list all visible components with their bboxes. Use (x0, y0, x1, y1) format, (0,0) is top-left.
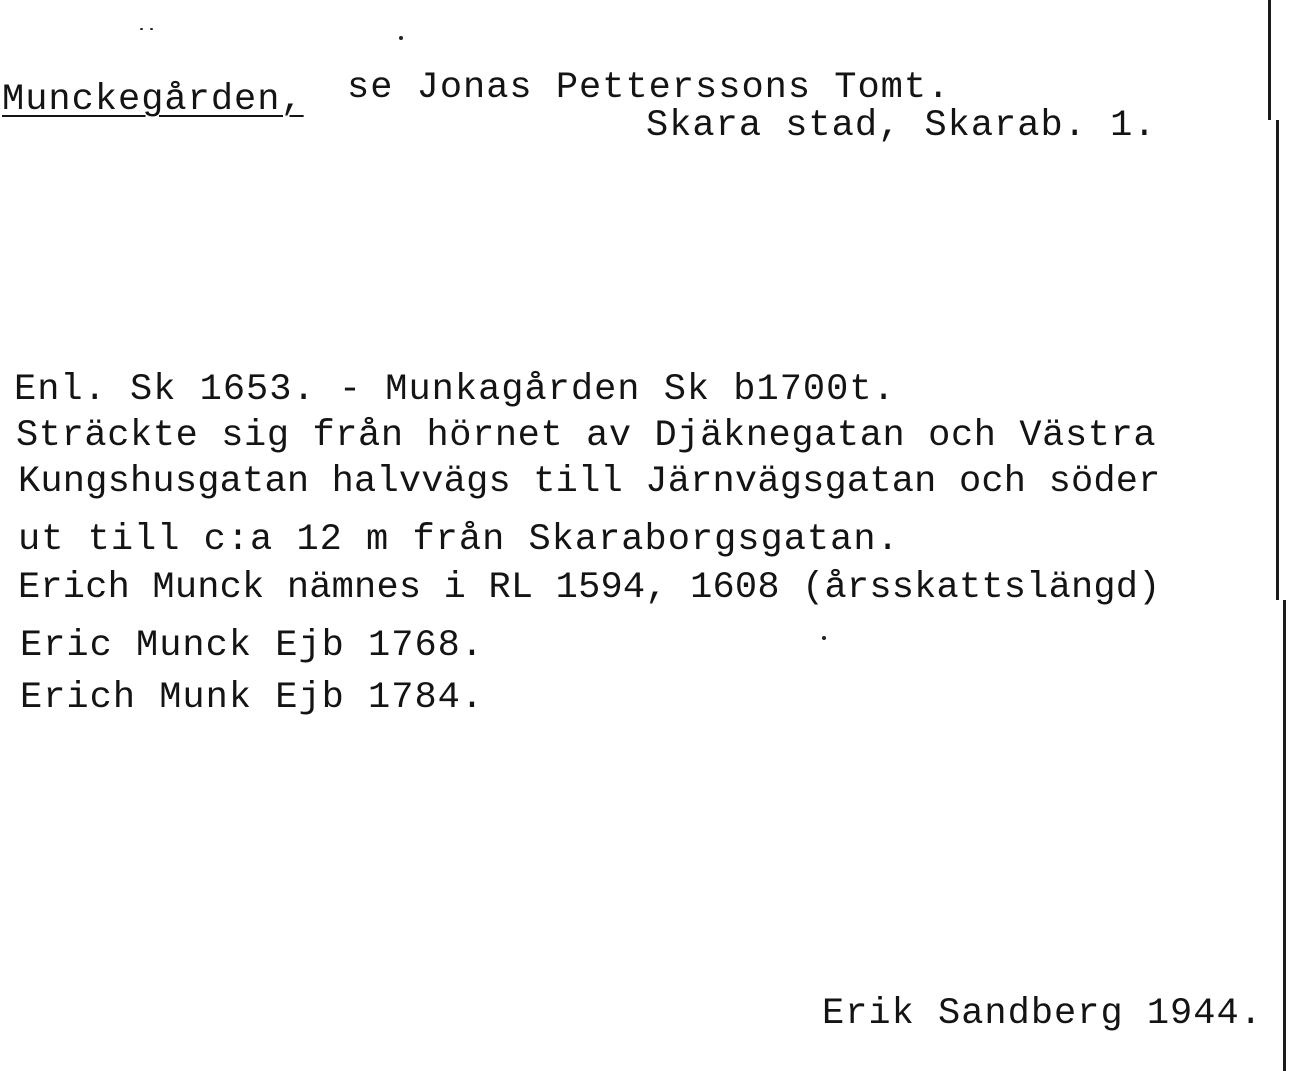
cross-reference: se Jonas Petterssons Tomt. (347, 67, 951, 109)
body-line: Erich Munck nämnes i RL 1594, 1608 (årsskattslängd) (18, 567, 1161, 609)
headword: Munckegården, (2, 79, 304, 121)
location: Skara stad, Skarab. 1. (646, 105, 1157, 147)
card-right-edge (1283, 600, 1286, 1071)
scan-speck (150, 28, 153, 30)
card-right-edge (1268, 0, 1271, 120)
scan-speck (140, 28, 143, 30)
body-line: Eric Munck Ejb 1768. (20, 625, 485, 667)
body-line: Enl. Sk 1653. - Munkagården Sk b1700t. (14, 369, 896, 411)
body-line: Erich Munk Ejb 1784. (20, 677, 485, 719)
signature: Erik Sandberg 1944. (822, 993, 1263, 1035)
body-line: ut till c:a 12 m från Skaraborgsgatan. (18, 519, 900, 561)
scan-speck (822, 636, 826, 640)
scan-speck (399, 36, 403, 40)
card-right-edge (1276, 120, 1279, 600)
body-line: Sträckte sig från hörnet av Djäknegatan och Västra (16, 415, 1157, 457)
body-line: Kungshusgatan halvvägs till Järnvägsgatan och söder (18, 461, 1161, 503)
